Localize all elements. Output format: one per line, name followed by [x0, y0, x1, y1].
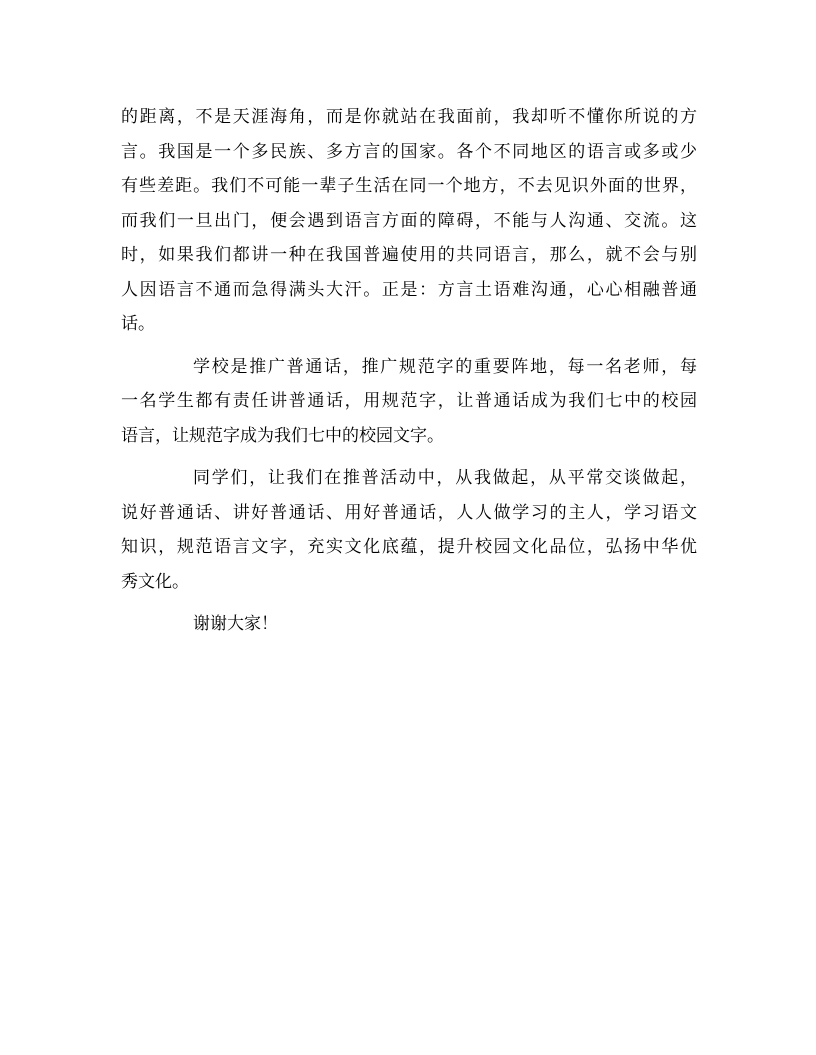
text-line: 时，如果我们都讲一种在我国普遍使用的共同语言，那么，就不会与别 [121, 245, 697, 265]
text-line: 一名学生都有责任讲普通话，用规范字，让普通话成为我们七中的校园 [121, 391, 697, 411]
text-line: 有些差距。我们不可能一辈子生活在同一个地方，不去见识外面的世界， [121, 176, 697, 196]
text-line: 同学们，让我们在推普活动中，从我做起，从平常交谈做起， [193, 468, 697, 488]
paragraph-gap [121, 453, 697, 461]
paragraph-gap [121, 599, 697, 607]
text-line: 话。 [121, 314, 155, 334]
text-line: 的距离，不是天涯海角，而是你就站在我面前，我却听不懂你所说的方 [121, 107, 697, 127]
text-line: 而我们一旦出门，便会遇到语言方面的障碍，不能与人沟通、交流。这 [121, 210, 697, 231]
paragraph-3 [121, 461, 697, 599]
text-line: 秀文化。 [121, 571, 189, 592]
text-line: 说好普通话、讲好普通话、用好普通话，人人做学习的主人，学习语文 [121, 502, 697, 523]
text-line: 知识，规范语言文字，充实文化底蕴，提升校园文化品位，弘扬中华优 [121, 537, 697, 557]
paragraph-4 [121, 607, 697, 642]
text-line: 人因语言不通而急得满头大汗。正是：方言土语难沟通，心心相融普通 [121, 279, 697, 300]
text-line: 学校是推广普通话，推广规范字的重要阵地，每一名老师，每 [193, 356, 697, 377]
document-body [121, 100, 697, 642]
closing-line: 谢谢大家！ [193, 614, 278, 634]
text-line: 言。我国是一个多民族、多方言的国家。各个不同地区的语言或多或少 [121, 141, 697, 162]
paragraph-2 [121, 350, 697, 454]
paragraph-1 [121, 100, 697, 342]
paragraph-gap [121, 342, 697, 350]
text-line: 语言，让规范字成为我们七中的校园文字。 [121, 425, 444, 446]
